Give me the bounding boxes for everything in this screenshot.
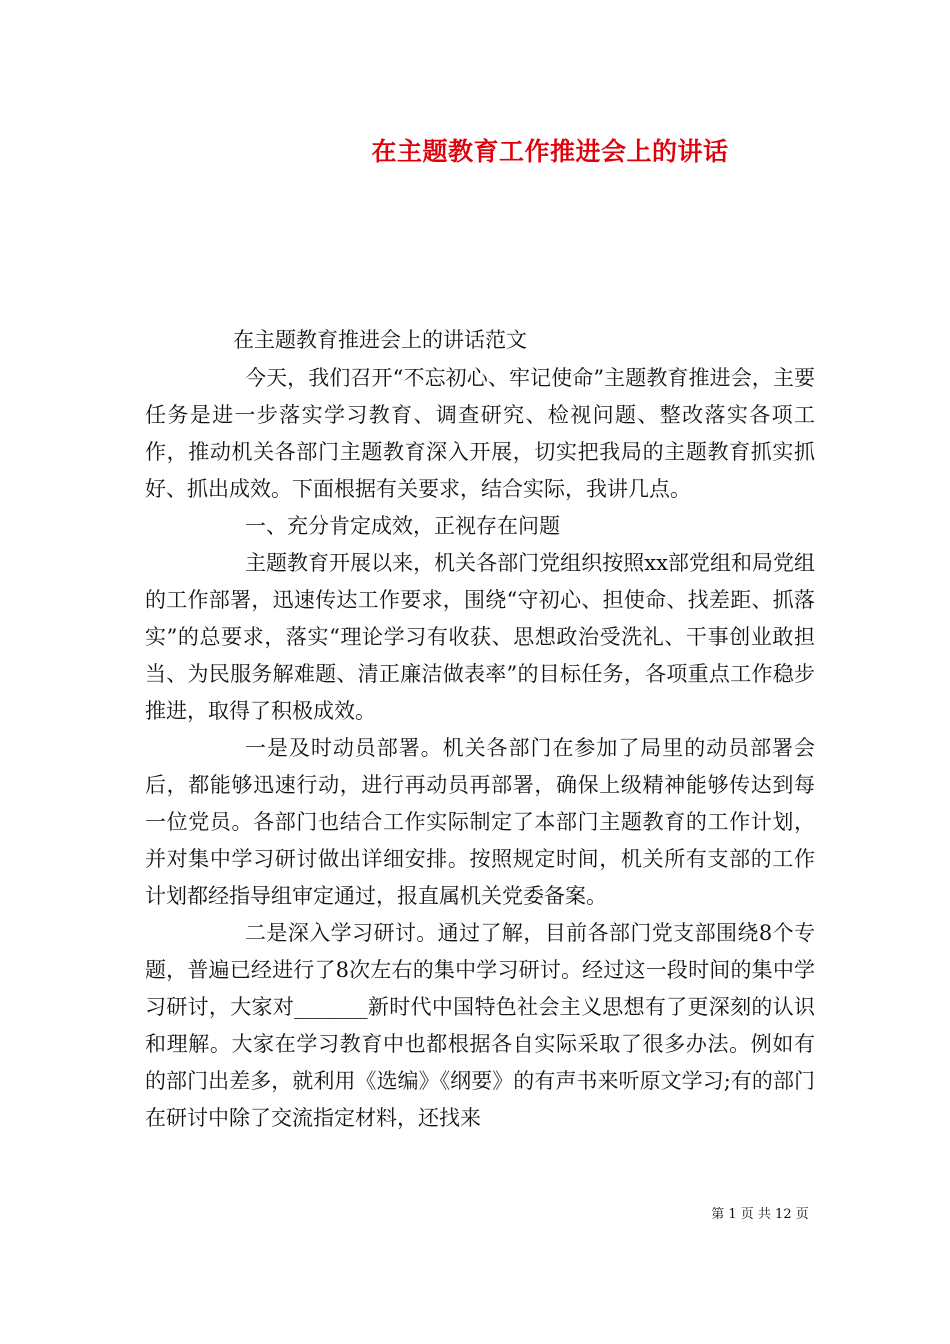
- paragraph-achievements: 主题教育开展以来，机关各部门党组织按照xx部党组和局党组的工作部署，迅速传达工作要求，围绕“守初心、担使命、找差距、抓落实”的总要求，落实“理论学习有收获、思想政治受洗礼、干事创业敢担当、为民服务解难题、清正廉洁做表率”的目标任务，各项重点工作稳步推进，取得了积极成效。: [145, 551, 815, 723]
- document-title: 在主题教育工作推进会上的讲话: [371, 137, 729, 166]
- paragraph-intro: 今天，我们召开“不忘初心、牢记使命”主题教育推进会，主要任务是进一步落实学习教育、调查研究、检视问题、整改落实各项工作，推动机关各部门主题教育深入开展，切实把我局的主题教育抓实抓好、抓出成效。下面根据有关要求，结合实际，我讲几点。: [145, 366, 815, 501]
- section-heading-one: 一、充分肯定成效，正视存在问题: [245, 514, 560, 538]
- paragraph-study: 二是深入学习研讨。通过了解，目前各部门党支部围绕8个专题，普遍已经进行了8次左右的集中学习研讨。经过这一段时间的集中学习研讨，大家对_______新时代中国特色社会主义思想有了更深刻的认识和理解。大家在学习教育中也都根据各自实际采取了很多办法。例如有的部门出差多，就利用《选编》《纲要》的有声书来听原文学习;有的部门在研讨中除了交流指定材料，还找来: [145, 921, 815, 1130]
- document-body: [145, 360, 815, 1137]
- paragraph-mobilization: 一是及时动员部署。机关各部门在参加了局里的动员部署会后，都能够迅速行动，进行再动员再部署，确保上级精神能够传达到每一位党员。各部门也结合工作实际制定了本部门主题教育的工作计划，并对集中学习研讨做出详细安排。按照规定时间，机关所有支部的工作计划都经指导组审定通过，报直属机关党委备案。: [145, 736, 815, 908]
- document-subtitle: 在主题教育推进会上的讲话范文: [233, 328, 527, 352]
- page-number-footer: 第 1 页 共 12 页: [711, 1207, 809, 1222]
